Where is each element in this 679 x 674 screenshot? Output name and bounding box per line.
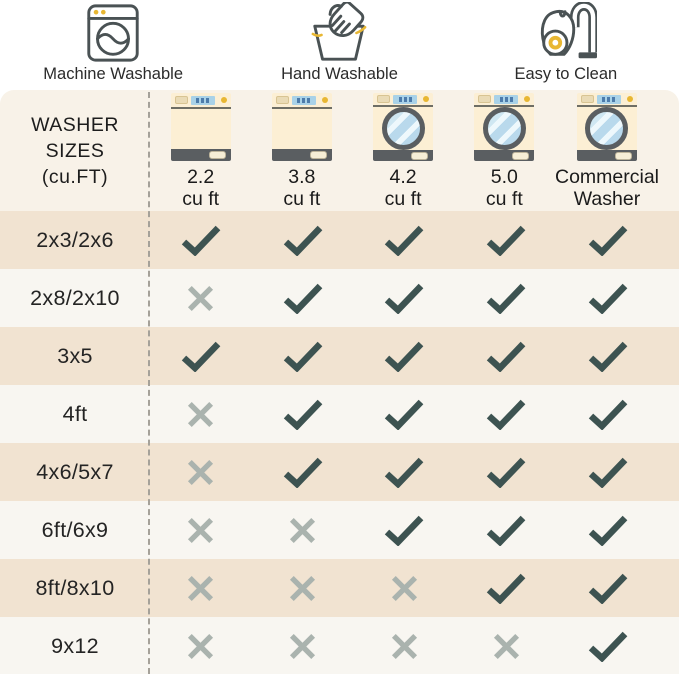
column-header-2-2 [150,90,251,210]
check-icon [354,340,456,372]
feature-machine-washable [0,0,226,84]
check-icon [252,398,354,430]
row-header-washer-sizes: WASHER SIZES (cu.FT) [31,113,119,188]
table-row [0,327,679,385]
column-header-4-2 [352,90,453,210]
check-icon [252,340,354,372]
top-load-washer-icon [272,93,332,161]
check-icon [455,514,557,546]
rug-size-label: 4ft [62,401,88,426]
table-row [0,617,679,674]
check-icon [252,456,354,488]
check-icon [557,282,659,314]
cross-icon [150,399,252,430]
check-icon [150,224,252,256]
column-header-3-8 [251,90,352,210]
vacuum-icon [535,2,597,64]
check-icon [354,456,456,488]
rug-size-label: 2x3/2x6 [36,227,114,252]
rug-size-label: 2x8/2x10 [30,285,120,310]
cross-icon [252,631,354,662]
table-header [0,90,679,211]
table-row [0,211,679,269]
table-body [0,211,679,674]
table-row [0,559,679,617]
feature-label: Machine Washable [43,65,184,83]
check-icon [455,224,557,256]
rug-size-label: 3x5 [57,343,93,368]
table-row [0,501,679,559]
column-header-5-0 [454,90,555,210]
rug-size-label: 8ft/8x10 [35,575,115,600]
front-load-washer-icon [577,93,637,161]
check-icon [455,282,557,314]
check-icon [252,282,354,314]
check-icon [557,398,659,430]
column-label: 5.0 cu ft [485,166,523,210]
check-icon [557,456,659,488]
rug-size-label: 9x12 [51,633,99,658]
column-label: 4.2 cu ft [384,166,422,210]
check-icon [354,282,456,314]
cross-icon [252,573,354,604]
check-icon [354,398,456,430]
check-icon [354,224,456,256]
check-icon [455,572,557,604]
check-icon [557,630,659,662]
feature-label: Hand Washable [281,65,398,83]
cross-icon [150,457,252,488]
front-load-washer-icon [373,93,433,161]
cross-icon [252,515,354,546]
check-icon [557,340,659,372]
check-icon [354,514,456,546]
check-icon [150,340,252,372]
cross-icon [354,573,456,604]
feature-label: Easy to Clean [514,65,618,83]
check-icon [252,224,354,256]
front-load-washer-icon [474,93,534,161]
check-icon [557,224,659,256]
cross-icon [150,631,252,662]
cross-icon [354,631,456,662]
cross-icon [150,573,252,604]
check-icon [557,514,659,546]
check-icon [455,398,557,430]
feature-hand-washable [226,0,452,84]
column-label: Commercial Washer [554,166,659,210]
table-row [0,269,679,327]
top-load-washer-icon [171,93,231,161]
hand-wash-icon [308,2,370,64]
rug-size-label: 4x6/5x7 [36,459,114,484]
cross-icon [150,515,252,546]
check-icon [455,340,557,372]
check-icon [455,456,557,488]
table-row [0,385,679,443]
table-row [0,443,679,501]
column-header-commercial [555,90,659,210]
cross-icon [455,631,557,662]
column-label: 3.8 cu ft [283,166,321,210]
features-bar [0,0,679,90]
cross-icon [150,283,252,314]
feature-easy-to-clean [453,0,679,84]
column-label: 2.2 cu ft [182,166,220,210]
rug-size-label: 6ft/6x9 [41,517,109,542]
check-icon [557,572,659,604]
washing-machine-icon [82,2,144,64]
